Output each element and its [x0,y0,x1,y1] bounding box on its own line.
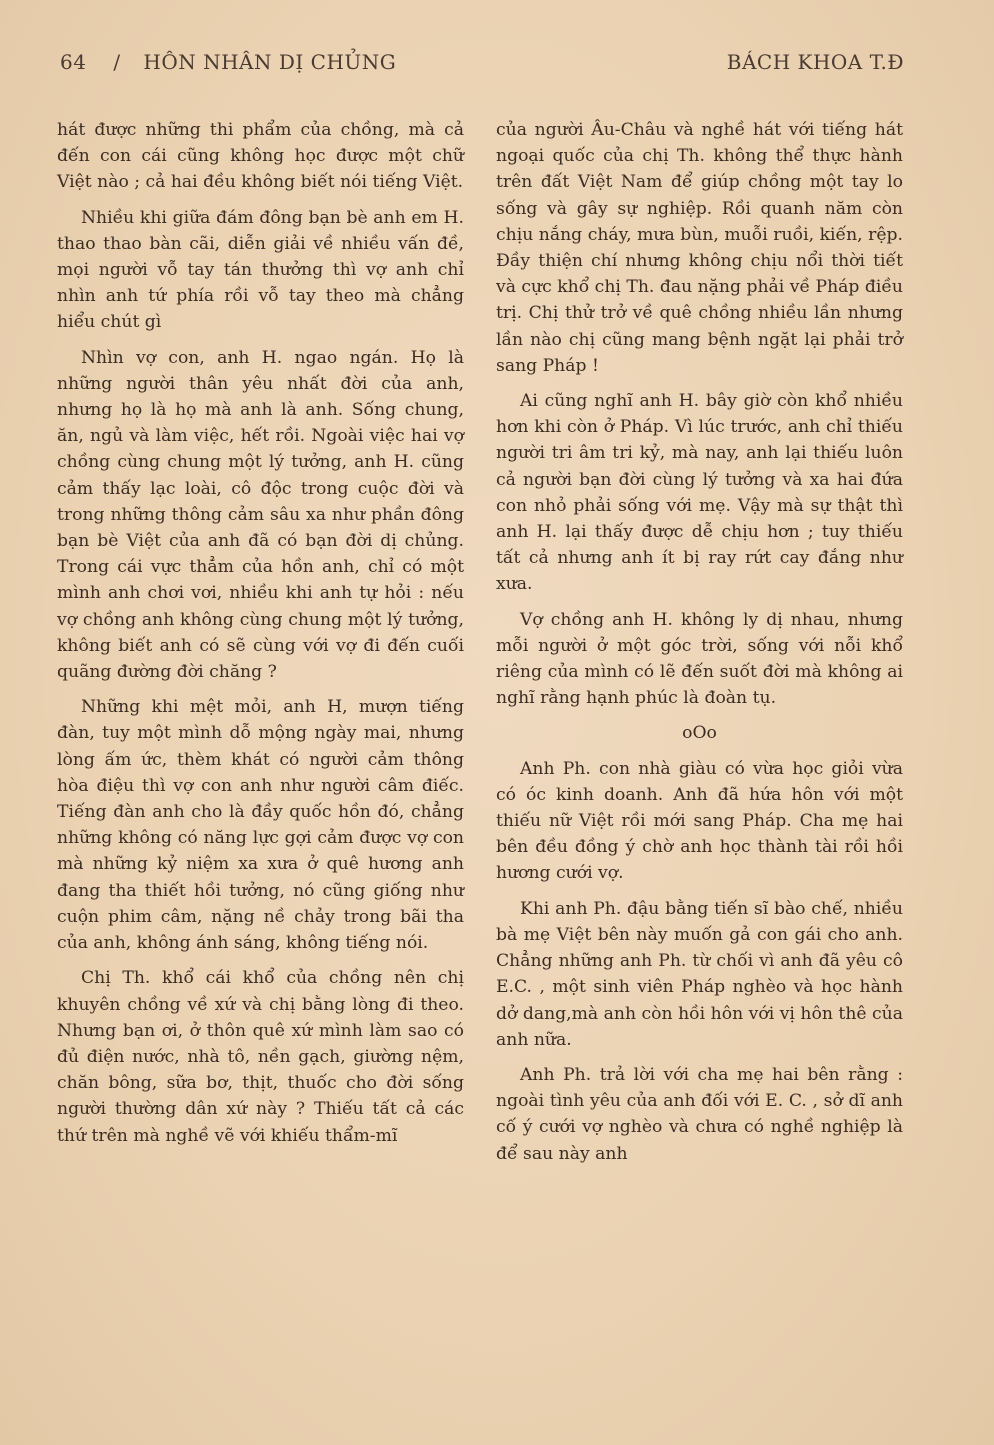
paragraph: Ai cũng nghĩ anh H. bây giờ còn khổ nhiều hơn khi còn ở Pháp. Vì lúc trước, anh chỉ thiếu người tri âm tri kỷ, mà nay, anh lại thiếu luôn cả người bạn đời cùng lý tưởng và xa hai đứa con nhỏ phải sống với mẹ. Vậy mà sự thật thì anh H. lại thấy được dễ chịu hơn ; tuy thiếu tất cả nhưng anh ít bị ray rứt cay đắng như xưa. [496,391,903,595]
paragraph: Nhìn vợ con, anh H. ngao ngán. Họ là những người thân yêu nhất đời của anh, nhưng họ là họ mà anh là anh. Sống chung, ăn, ngủ và làm việc, hết rồi. Ngoài việc hai vợ chồng cùng chung một lý tưởng, anh H. cũng cảm thấy lạc loài, cô độc trong cuộc đời và trong những thông cảm sâu xa như phần đông bạn bè Việt của anh đã có bạn đời dị chủng. Trong cái vực thẳm của hồn anh, chỉ có một mình anh chơi vơi, nhiều khi anh tự hỏi : nếu vợ chồng anh không cùng chung một lý tưởng, không biết anh có sẽ cùng với vợ đi đến cuối quãng đường đời chăng ? [57,347,464,683]
paragraph: Anh Ph. trả lời với cha mẹ hai bên rằng : ngoài tình yêu của anh đối với E. C. , sở dĩ anh cố ý cưới vợ nghèo và chưa có nghề nghiệp là để sau này anh [496,1064,903,1164]
paragraph: Anh Ph. con nhà giàu có vừa học giỏi vừa có óc kinh doanh. Anh đã hứa hôn với một thiếu nữ Việt rồi mới sang Pháp. Cha mẹ hai bên đều đồng ý chờ anh học thành tài rồi hồi hương cưới vợ. [496,758,903,884]
paragraph: Chị Th. khổ cái khổ của chồng nên chị khuyên chồng về xứ và chị bằng lòng đi theo. Nhưng bạn ơi, ở thôn quê xứ mình làm sao có đủ điện nước, nhà tô, nền gạch, giường nệm, chăn bông, sữa bơ, thịt, thuốc cho đời sống người thường dân xứ này ? Thiếu tất cả các thứ trên mà nghề vẽ với khiếu thẩm-mĩ [57,968,464,1146]
paragraph: Khi anh Ph. đậu bằng tiến sĩ bào chế, nhiều bà mẹ Việt bên này muốn gả con gái cho anh. Chẳng những anh Ph. từ chối vì anh đã yêu cô E.C. , một sinh viên Pháp nghèo và học hành dở dang,mà anh còn hồi hôn với vị hôn thê của anh nữa. [496,898,903,1050]
running-header [60,50,904,80]
publication-name: BÁCH KHOA T.Đ [726,50,904,74]
header-left [60,50,396,74]
section-break: oOo [682,723,717,744]
paragraph: của người Âu-Châu và nghề hát với tiếng hát ngoại quốc của chị Th. không thể thực hành trên đất Việt Nam để giúp chồng một tay lo sống và gây sự nghiệp. Rồi quanh năm còn chịu nắng cháy, mưa bùn, muỗi ruồi, kiến, rệp. Đầy thiện chí nhưng không chịu nổi thời tiết và cực khổ chị Th. đau nặng phải về Pháp điều trị. Chị thử trở về quê chồng nhiều lần nhưng lần nào chị cũng mang bệnh ngặt lại phải trở sang Pháp ! [496,120,903,376]
section-title: HÔN NHÂN DỊ CHỦNG [143,50,397,74]
left-column [57,117,464,1158]
paragraph: Những khi mệt mỏi, anh H, mượn tiếng đàn, tuy một mình dỗ mộng ngày mai, nhưng lòng ấm ức, thèm khát có người cảm thông hòa điệu thì vợ con anh như người câm điếc. Tiếng đàn anh cho là đầy quốc hồn đó, chẳng những không có năng lực gợi cảm được vợ con mà những kỷ niệm xa xưa ở quê hương anh đang tha thiết hồi tưởng, nó cũng giống như cuộn phim câm, nặng nề chảy trong bãi tha của anh, không ánh sáng, không tiếng nói. [57,697,464,954]
page-number: 64 [60,50,87,74]
right-column [496,117,903,1176]
header-separator: / [113,50,121,74]
paragraph: Vợ chồng anh H. không ly dị nhau, nhưng mỗi người ở một góc trời, sống với nỗi khổ riêng của mình có lẽ đến suốt đời mà không ai nghĩ rằng hạnh phúc là đoàn tụ. [496,609,903,709]
paragraph: hát được những thi phẩm của chồng, mà cả đến con cái cũng không học được một chữ Việt nào ; cả hai đều không biết nói tiếng Việt. [57,120,464,193]
paragraph: Nhiều khi giữa đám đông bạn bè anh em H. thao thao bàn cãi, diễn giải về nhiều vấn đề, mọi người vỗ tay tán thưởng thì vợ anh chỉ nhìn anh tứ phía rồi vỗ tay theo mà chẳng hiểu chút gì [57,207,464,333]
